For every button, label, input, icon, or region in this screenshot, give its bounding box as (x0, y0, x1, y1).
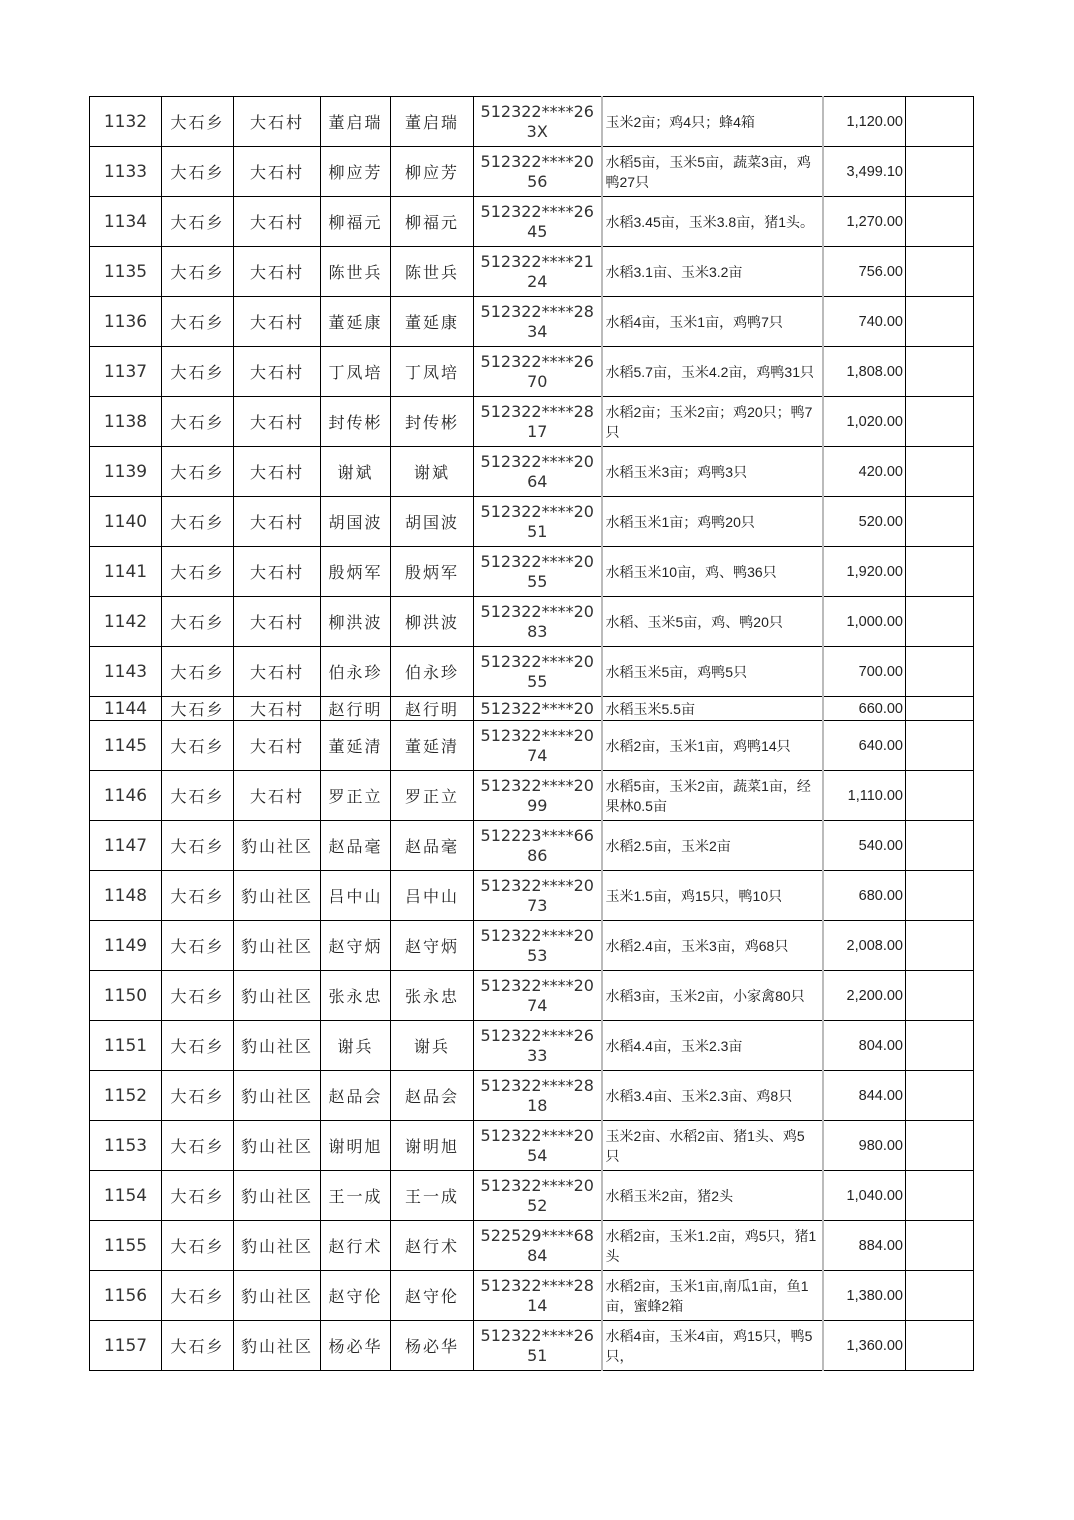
row-number: 1142 (90, 597, 162, 647)
householder-name: 吕中山 (321, 871, 391, 921)
empty-cell (906, 1021, 974, 1071)
table-row (90, 1021, 974, 1071)
householder-name: 董延清 (321, 721, 391, 771)
row-number: 1157 (90, 1321, 162, 1371)
production-description: 水稻5.7亩，玉米4.2亩，鸡鸭31只 (602, 347, 823, 397)
subsidy-amount: 756.00 (823, 247, 906, 297)
village-cell: 豹山社区 (234, 1171, 321, 1221)
production-description: 水稻玉米5.5亩 (602, 697, 823, 721)
id-number: 512322****2834 (474, 297, 602, 347)
id-number: 512322****2814 (474, 1271, 602, 1321)
township-cell: 大石乡 (162, 647, 234, 697)
empty-cell (906, 721, 974, 771)
row-number: 1138 (90, 397, 162, 447)
empty-cell (906, 547, 974, 597)
township-cell: 大石乡 (162, 197, 234, 247)
householder-name: 赵守炳 (321, 921, 391, 971)
empty-cell (906, 921, 974, 971)
subsidy-amount: 1,920.00 (823, 547, 906, 597)
township-cell: 大石乡 (162, 871, 234, 921)
production-description: 水稻5亩，玉米5亩，蔬菜3亩，鸡鸭27只 (602, 147, 823, 197)
production-description: 水稻4.4亩，玉米2.3亩 (602, 1021, 823, 1071)
id-number: 512322****2817 (474, 397, 602, 447)
village-cell: 大石村 (234, 347, 321, 397)
id-number: 512322****2054 (474, 1121, 602, 1171)
row-number: 1144 (90, 697, 162, 721)
subsidy-amount: 640.00 (823, 721, 906, 771)
township-cell: 大石乡 (162, 97, 234, 147)
empty-cell (906, 497, 974, 547)
table-row (90, 597, 974, 647)
table-row (90, 1071, 974, 1121)
subsidy-amount: 1,110.00 (823, 771, 906, 821)
empty-cell (906, 1071, 974, 1121)
recipient-name: 柳洪波 (391, 597, 474, 647)
township-cell: 大石乡 (162, 921, 234, 971)
production-description: 水稻2亩；玉米2亩；鸡20只；鸭7只 (602, 397, 823, 447)
table-row (90, 1121, 974, 1171)
production-description: 水稻玉米2亩，猪2头 (602, 1171, 823, 1221)
id-number: 512322****263X (474, 97, 602, 147)
village-cell: 豹山社区 (234, 921, 321, 971)
table-row (90, 247, 974, 297)
village-cell: 豹山社区 (234, 971, 321, 1021)
table-row (90, 921, 974, 971)
id-number: 512322****2670 (474, 347, 602, 397)
recipient-name: 罗正立 (391, 771, 474, 821)
village-cell: 大石村 (234, 597, 321, 647)
householder-name: 殷炳军 (321, 547, 391, 597)
township-cell: 大石乡 (162, 821, 234, 871)
row-number: 1135 (90, 247, 162, 297)
village-cell: 大石村 (234, 297, 321, 347)
id-number: 512223****6686 (474, 821, 602, 871)
table-row (90, 497, 974, 547)
empty-cell (906, 771, 974, 821)
householder-name: 赵行明 (321, 697, 391, 721)
row-number: 1140 (90, 497, 162, 547)
recipient-name: 丁凤培 (391, 347, 474, 397)
table-row (90, 871, 974, 921)
empty-cell (906, 1221, 974, 1271)
subsidy-amount: 540.00 (823, 821, 906, 871)
id-number: 512322****2055 (474, 547, 602, 597)
recipient-name: 董延康 (391, 297, 474, 347)
township-cell: 大石乡 (162, 497, 234, 547)
id-number: 512322****2818 (474, 1071, 602, 1121)
empty-cell (906, 1171, 974, 1221)
recipient-name: 赵品毫 (391, 821, 474, 871)
householder-name: 赵品会 (321, 1071, 391, 1121)
village-cell: 大石村 (234, 721, 321, 771)
table-row (90, 1221, 974, 1271)
recipient-name: 董延清 (391, 721, 474, 771)
table-row (90, 1321, 974, 1371)
subsidy-amount: 740.00 (823, 297, 906, 347)
recipient-name: 陈世兵 (391, 247, 474, 297)
production-description: 水稻3亩，玉米2亩，小家禽80只 (602, 971, 823, 1021)
row-number: 1156 (90, 1271, 162, 1321)
production-description: 水稻5亩，玉米2亩，蔬菜1亩，经果林0.5亩 (602, 771, 823, 821)
id-number: 512322****2064 (474, 447, 602, 497)
village-cell: 大石村 (234, 197, 321, 247)
householder-name: 陈世兵 (321, 247, 391, 297)
row-number: 1139 (90, 447, 162, 497)
subsidy-amount: 660.00 (823, 697, 906, 721)
empty-cell (906, 247, 974, 297)
subsidy-amount: 2,200.00 (823, 971, 906, 1021)
row-number: 1146 (90, 771, 162, 821)
householder-name: 谢斌 (321, 447, 391, 497)
householder-name: 伯永珍 (321, 647, 391, 697)
row-number: 1152 (90, 1071, 162, 1121)
householder-name: 赵守伦 (321, 1271, 391, 1321)
row-number: 1154 (90, 1171, 162, 1221)
village-cell: 大石村 (234, 97, 321, 147)
row-number: 1150 (90, 971, 162, 1021)
table-row (90, 147, 974, 197)
village-cell: 大石村 (234, 397, 321, 447)
row-number: 1134 (90, 197, 162, 247)
householder-name: 董启瑞 (321, 97, 391, 147)
recipient-name: 封传彬 (391, 397, 474, 447)
recipient-name: 谢斌 (391, 447, 474, 497)
subsidy-amount: 1,120.00 (823, 97, 906, 147)
empty-cell (906, 447, 974, 497)
id-number: 512322****2645 (474, 197, 602, 247)
householder-name: 张永忠 (321, 971, 391, 1021)
householder-name: 赵行术 (321, 1221, 391, 1271)
empty-cell (906, 697, 974, 721)
row-number: 1149 (90, 921, 162, 971)
township-cell: 大石乡 (162, 697, 234, 721)
township-cell: 大石乡 (162, 1221, 234, 1271)
table-body (90, 97, 974, 1371)
production-description: 水稻玉米1亩；鸡鸭20只 (602, 497, 823, 547)
table-row (90, 347, 974, 397)
row-number: 1145 (90, 721, 162, 771)
village-cell: 大石村 (234, 697, 321, 721)
village-cell: 大石村 (234, 147, 321, 197)
production-description: 水稻3.45亩，玉米3.8亩，猪1头。 (602, 197, 823, 247)
householder-name: 柳应芳 (321, 147, 391, 197)
table-row (90, 647, 974, 697)
row-number: 1137 (90, 347, 162, 397)
village-cell: 大石村 (234, 247, 321, 297)
township-cell: 大石乡 (162, 247, 234, 297)
id-number: 512322****2051 (474, 497, 602, 547)
township-cell: 大石乡 (162, 721, 234, 771)
subsidy-amount: 1,000.00 (823, 597, 906, 647)
recipient-name: 伯永珍 (391, 647, 474, 697)
empty-cell (906, 97, 974, 147)
id-number: 512322****2099 (474, 771, 602, 821)
empty-cell (906, 971, 974, 1021)
recipient-name: 杨必华 (391, 1321, 474, 1371)
empty-cell (906, 647, 974, 697)
id-number: 512322****2083 (474, 597, 602, 647)
subsidy-amount: 1,040.00 (823, 1171, 906, 1221)
id-number: 512322****20 (474, 697, 602, 721)
table-row (90, 721, 974, 771)
village-cell: 大石村 (234, 497, 321, 547)
table-row (90, 297, 974, 347)
table-row (90, 971, 974, 1021)
id-number: 512322****2651 (474, 1321, 602, 1371)
recipient-name: 赵守伦 (391, 1271, 474, 1321)
id-number: 512322****2055 (474, 647, 602, 697)
village-cell: 豹山社区 (234, 1071, 321, 1121)
householder-name: 柳福元 (321, 197, 391, 247)
township-cell: 大石乡 (162, 1021, 234, 1071)
empty-cell (906, 871, 974, 921)
householder-name: 王一成 (321, 1171, 391, 1221)
table-row (90, 97, 974, 147)
recipient-name: 赵守炳 (391, 921, 474, 971)
id-number: 512322****2074 (474, 971, 602, 1021)
table-row (90, 547, 974, 597)
township-cell: 大石乡 (162, 1071, 234, 1121)
subsidy-table (89, 96, 974, 1371)
row-number: 1151 (90, 1021, 162, 1071)
village-cell: 大石村 (234, 447, 321, 497)
recipient-name: 吕中山 (391, 871, 474, 921)
production-description: 水稻2.4亩，玉米3亩，鸡68只 (602, 921, 823, 971)
empty-cell (906, 1271, 974, 1321)
township-cell: 大石乡 (162, 147, 234, 197)
township-cell: 大石乡 (162, 1271, 234, 1321)
householder-name: 封传彬 (321, 397, 391, 447)
id-number: 512322****2124 (474, 247, 602, 297)
village-cell: 豹山社区 (234, 1021, 321, 1071)
production-description: 水稻3.4亩、玉米2.3亩、鸡8只 (602, 1071, 823, 1121)
recipient-name: 董启瑞 (391, 97, 474, 147)
recipient-name: 张永忠 (391, 971, 474, 1021)
production-description: 玉米1.5亩，鸡15只，鸭10只 (602, 871, 823, 921)
empty-cell (906, 1321, 974, 1371)
production-description: 水稻玉米3亩；鸡鸭3只 (602, 447, 823, 497)
row-number: 1136 (90, 297, 162, 347)
id-number: 512322****2074 (474, 721, 602, 771)
subsidy-amount: 700.00 (823, 647, 906, 697)
recipient-name: 赵行术 (391, 1221, 474, 1271)
recipient-name: 胡国波 (391, 497, 474, 547)
table-row (90, 1171, 974, 1221)
table-row (90, 821, 974, 871)
township-cell: 大石乡 (162, 1171, 234, 1221)
township-cell: 大石乡 (162, 397, 234, 447)
subsidy-amount: 1,380.00 (823, 1271, 906, 1321)
row-number: 1155 (90, 1221, 162, 1271)
householder-name: 董延康 (321, 297, 391, 347)
township-cell: 大石乡 (162, 347, 234, 397)
householder-name: 丁凤培 (321, 347, 391, 397)
subsidy-amount: 1,360.00 (823, 1321, 906, 1371)
production-description: 水稻2亩，玉米1亩,南瓜1亩，鱼1亩，蜜蜂2箱 (602, 1271, 823, 1321)
empty-cell (906, 197, 974, 247)
subsidy-amount: 1,270.00 (823, 197, 906, 247)
recipient-name: 赵品会 (391, 1071, 474, 1121)
empty-cell (906, 347, 974, 397)
householder-name: 杨必华 (321, 1321, 391, 1371)
subsidy-amount: 520.00 (823, 497, 906, 547)
production-description: 玉米2亩；鸡4只；蜂4箱 (602, 97, 823, 147)
householder-name: 赵品毫 (321, 821, 391, 871)
empty-cell (906, 147, 974, 197)
subsidy-amount: 844.00 (823, 1071, 906, 1121)
production-description: 水稻、玉米5亩，鸡、鸭20只 (602, 597, 823, 647)
production-description: 玉米2亩、水稻2亩、猪1头、鸡5只 (602, 1121, 823, 1171)
row-number: 1133 (90, 147, 162, 197)
table-row (90, 197, 974, 247)
subsidy-amount: 2,008.00 (823, 921, 906, 971)
recipient-name: 王一成 (391, 1171, 474, 1221)
subsidy-amount: 1,808.00 (823, 347, 906, 397)
householder-name: 胡国波 (321, 497, 391, 547)
table-row (90, 697, 974, 721)
production-description: 水稻4亩，玉米4亩，鸡15只，鸭5只， (602, 1321, 823, 1371)
subsidy-amount: 1,020.00 (823, 397, 906, 447)
township-cell: 大石乡 (162, 297, 234, 347)
village-cell: 豹山社区 (234, 871, 321, 921)
householder-name: 谢明旭 (321, 1121, 391, 1171)
production-description: 水稻玉米10亩，鸡、鸭36只 (602, 547, 823, 597)
row-number: 1141 (90, 547, 162, 597)
row-number: 1143 (90, 647, 162, 697)
empty-cell (906, 397, 974, 447)
empty-cell (906, 821, 974, 871)
row-number: 1153 (90, 1121, 162, 1171)
production-description: 水稻4亩，玉米1亩，鸡鸭7只 (602, 297, 823, 347)
township-cell: 大石乡 (162, 597, 234, 647)
township-cell: 大石乡 (162, 547, 234, 597)
township-cell: 大石乡 (162, 971, 234, 1021)
empty-cell (906, 297, 974, 347)
township-cell: 大石乡 (162, 1121, 234, 1171)
id-number: 512322****2052 (474, 1171, 602, 1221)
village-cell: 豹山社区 (234, 1221, 321, 1271)
id-number: 512322****2073 (474, 871, 602, 921)
row-number: 1132 (90, 97, 162, 147)
table-row (90, 1271, 974, 1321)
village-cell: 大石村 (234, 771, 321, 821)
id-number: 522529****6884 (474, 1221, 602, 1271)
id-number: 512322****2633 (474, 1021, 602, 1071)
recipient-name: 赵行明 (391, 697, 474, 721)
township-cell: 大石乡 (162, 771, 234, 821)
village-cell: 大石村 (234, 647, 321, 697)
subsidy-amount: 884.00 (823, 1221, 906, 1271)
table-row (90, 397, 974, 447)
householder-name: 柳洪波 (321, 597, 391, 647)
production-description: 水稻2亩，玉米1亩，鸡鸭14只 (602, 721, 823, 771)
village-cell: 大石村 (234, 547, 321, 597)
recipient-name: 柳福元 (391, 197, 474, 247)
subsidy-amount: 980.00 (823, 1121, 906, 1171)
empty-cell (906, 597, 974, 647)
householder-name: 罗正立 (321, 771, 391, 821)
householder-name: 谢兵 (321, 1021, 391, 1071)
recipient-name: 谢明旭 (391, 1121, 474, 1171)
subsidy-amount: 420.00 (823, 447, 906, 497)
township-cell: 大石乡 (162, 447, 234, 497)
id-number: 512322****2053 (474, 921, 602, 971)
recipient-name: 谢兵 (391, 1021, 474, 1071)
recipient-name: 殷炳军 (391, 547, 474, 597)
production-description: 水稻3.1亩、玉米3.2亩 (602, 247, 823, 297)
subsidy-amount: 804.00 (823, 1021, 906, 1071)
table-row (90, 771, 974, 821)
subsidy-amount: 680.00 (823, 871, 906, 921)
id-number: 512322****2056 (474, 147, 602, 197)
village-cell: 豹山社区 (234, 1321, 321, 1371)
row-number: 1147 (90, 821, 162, 871)
subsidy-amount: 3,499.10 (823, 147, 906, 197)
row-number: 1148 (90, 871, 162, 921)
production-description: 水稻玉米5亩，鸡鸭5只 (602, 647, 823, 697)
production-description: 水稻2.5亩，玉米2亩 (602, 821, 823, 871)
production-description: 水稻2亩，玉米1.2亩，鸡5只，猪1头 (602, 1221, 823, 1271)
township-cell: 大石乡 (162, 1321, 234, 1371)
village-cell: 豹山社区 (234, 1121, 321, 1171)
empty-cell (906, 1121, 974, 1171)
table-row (90, 447, 974, 497)
village-cell: 豹山社区 (234, 1271, 321, 1321)
recipient-name: 柳应芳 (391, 147, 474, 197)
village-cell: 豹山社区 (234, 821, 321, 871)
